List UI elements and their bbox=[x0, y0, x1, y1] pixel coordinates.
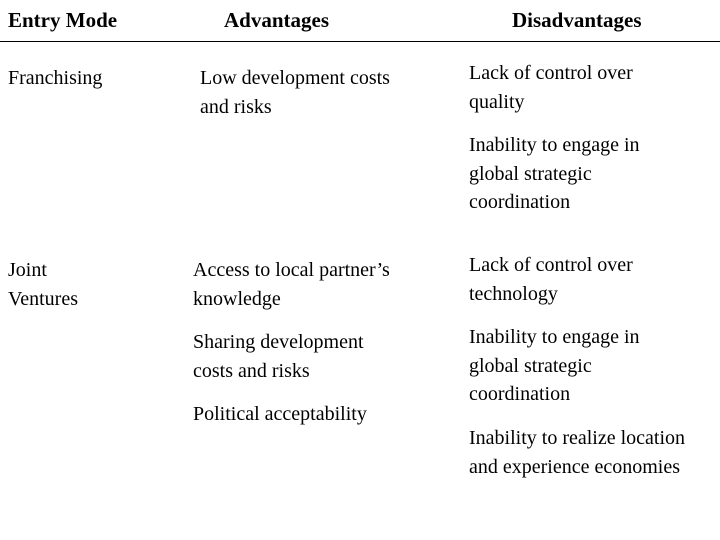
header-advantages: Advantages bbox=[224, 8, 330, 32]
advantage-item: Political acceptability bbox=[193, 403, 367, 425]
advantage-item: Access to local partner’s knowledge bbox=[193, 259, 390, 310]
advantage-item: Sharing development costs and risks bbox=[193, 331, 364, 382]
disadvantage-item: Inability to engage in global strategic coordination bbox=[469, 134, 640, 213]
disadvantage-item: Inability to engage in global strategic coordination bbox=[469, 326, 640, 405]
advantage-item: Low development costs and risks bbox=[200, 67, 390, 118]
disadvantage-item: Lack of control over technology bbox=[469, 254, 633, 305]
header-entry-mode: Entry Mode bbox=[8, 8, 118, 32]
header-disadvantages: Disadvantages bbox=[512, 8, 642, 32]
header-divider bbox=[0, 41, 720, 42]
disadvantage-item: Inability to realize location and experience economies bbox=[469, 427, 686, 478]
entry-mode-joint-ventures: Joint Ventures bbox=[8, 259, 78, 310]
entry-mode-franchising: Franchising bbox=[8, 67, 103, 89]
disadvantage-item: Lack of control over quality bbox=[469, 62, 633, 113]
